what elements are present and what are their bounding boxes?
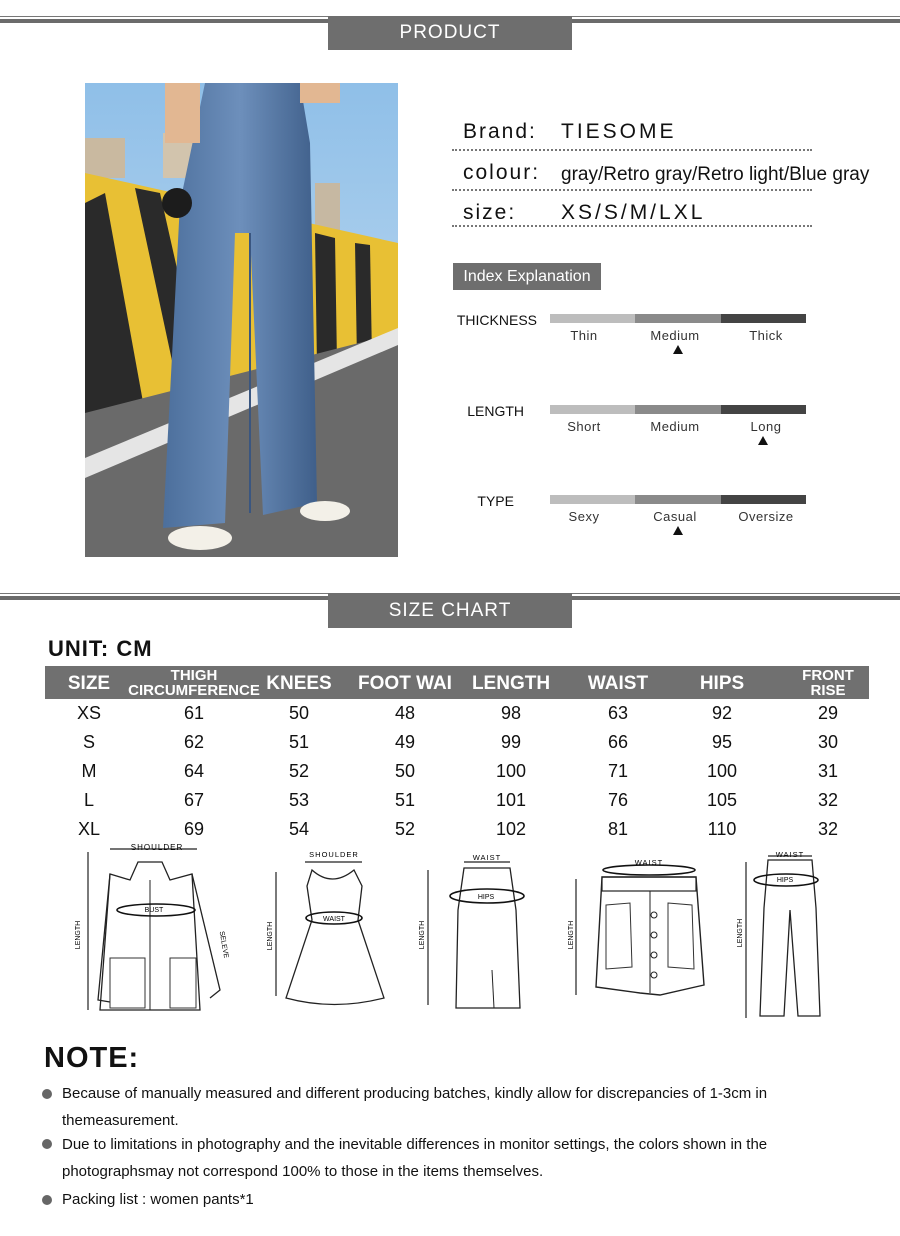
measurement-cell: 99 <box>500 732 522 752</box>
diagram-label: WAIST <box>775 850 805 859</box>
shorts-diagram <box>562 855 722 1005</box>
scale-segment <box>635 495 721 504</box>
column-header: KNEES <box>266 673 332 694</box>
measurement-cell: 31 <box>817 761 839 781</box>
size-cell: L <box>83 790 94 810</box>
diagram-label: SELEVE <box>217 930 230 959</box>
skirt-diagram <box>412 850 532 1015</box>
pants-diagram <box>728 848 828 1023</box>
index-explanation-title: Index Explanation <box>453 263 601 290</box>
size-cell: S <box>82 732 95 752</box>
diagram-label: LENGTH <box>568 920 575 950</box>
length-label: LENGTH <box>467 403 524 419</box>
diagram-label: WAIST <box>634 858 664 867</box>
scale-segment <box>721 405 806 414</box>
scale-option: Thick <box>749 328 783 343</box>
column-header: WAIST <box>587 673 649 694</box>
diagram-label: HIPS <box>477 894 495 901</box>
measurement-cell: 101 <box>495 790 527 810</box>
scale-segment <box>550 495 635 504</box>
measurement-cell: 92 <box>711 703 733 723</box>
thickness-label: THICKNESS <box>456 312 537 328</box>
note-title: NOTE: <box>44 1042 140 1074</box>
measurement-cell: 81 <box>607 819 629 839</box>
product-photo <box>85 83 398 557</box>
divider <box>452 225 812 227</box>
measurement-cell: 50 <box>394 761 416 781</box>
scale-option: Medium <box>650 419 700 434</box>
diagram-label: SHOULDER <box>130 843 184 852</box>
measurement-cell: 76 <box>607 790 629 810</box>
size-cell: XL <box>77 819 101 839</box>
diagram-label: WAIST <box>472 853 502 862</box>
type-label: TYPE <box>477 493 514 509</box>
brand-value: TIESOME <box>561 120 677 143</box>
diagram-label: HIPS <box>776 877 794 884</box>
scale-option: Medium <box>650 328 700 343</box>
colour-label: colour: <box>463 161 541 184</box>
divider <box>452 149 812 151</box>
measurement-cell: 100 <box>706 761 738 781</box>
size-value: XS/S/M/LXL <box>561 201 706 224</box>
measurement-cell: 52 <box>288 761 310 781</box>
size-label: size: <box>463 201 517 224</box>
measurement-cell: 66 <box>607 732 629 752</box>
unit-label: UNIT: CM <box>48 636 153 661</box>
bullet-icon <box>42 1139 52 1149</box>
scale-option: Casual <box>653 509 697 524</box>
scale-option: Oversize <box>738 509 794 524</box>
measurement-cell: 29 <box>817 703 839 723</box>
measurement-cell: 64 <box>183 761 205 781</box>
measurement-cell: 61 <box>183 703 205 723</box>
scale-option: Short <box>567 419 601 434</box>
scale-option: Sexy <box>568 509 600 524</box>
measurement-cell: 69 <box>183 819 205 839</box>
diagram-label: LENGTH <box>75 920 82 950</box>
shirt-diagram <box>70 840 240 1018</box>
measurement-cell: 51 <box>288 732 310 752</box>
measurement-cell: 110 <box>707 819 737 839</box>
diagram-label: LENGTH <box>267 921 274 951</box>
diagram-label: BUST <box>144 907 164 914</box>
scale-option: Thin <box>570 328 598 343</box>
column-header: SIZE <box>67 673 111 694</box>
colour-value: gray/Retro gray/Retro light/Blue gray <box>561 164 870 185</box>
diagram-label: WAIST <box>323 916 345 923</box>
dress-diagram <box>262 846 392 1011</box>
measurement-cell: 67 <box>183 790 205 810</box>
measurement-cell: 63 <box>607 703 629 723</box>
scale-segment <box>635 314 721 323</box>
size-cell: XS <box>76 703 101 723</box>
measurement-cell: 54 <box>288 819 310 839</box>
column-header: LENGTH <box>471 673 551 694</box>
measurement-cell: 50 <box>288 703 310 723</box>
measurement-cell: 105 <box>706 790 738 810</box>
diagram-label: LENGTH <box>419 920 426 950</box>
column-header: FOOT WAI <box>358 673 452 694</box>
measurement-cell: 51 <box>394 790 416 810</box>
measurement-cell: 32 <box>817 819 839 839</box>
product-info-title: PRODUCT INFORMATION <box>328 16 572 50</box>
scale-segment <box>721 495 806 504</box>
measurement-cell: 52 <box>394 819 416 839</box>
size-cell: M <box>81 761 97 781</box>
scale-segment <box>550 314 635 323</box>
measurement-cell: 98 <box>500 703 522 723</box>
measurement-cell: 30 <box>817 732 839 752</box>
diagram-label: LENGTH <box>737 918 744 948</box>
note-item: Packing list : women pants*1 <box>62 1191 254 1208</box>
selected-marker-icon <box>758 436 768 445</box>
size-chart-title: SIZE CHART <box>328 593 572 628</box>
selected-marker-icon <box>673 526 683 535</box>
measurement-cell: 95 <box>711 732 733 752</box>
measurement-cell: 48 <box>394 703 416 723</box>
measurement-cell: 49 <box>394 732 416 752</box>
scale-option: Long <box>750 419 782 434</box>
column-header: THIGH CIRCUMFERENCE <box>128 667 260 699</box>
divider <box>452 189 812 191</box>
scale-segment <box>550 405 635 414</box>
selected-marker-icon <box>673 345 683 354</box>
measurement-cell: 53 <box>288 790 310 810</box>
brand-label: Brand: <box>463 120 537 143</box>
measurement-cell: 62 <box>183 732 205 752</box>
measurement-cell: 71 <box>607 761 629 781</box>
measurement-cell: 102 <box>495 819 527 839</box>
bullet-icon <box>42 1195 52 1205</box>
note-item: Because of manually measured and different producing batches, kindly allow for discrepancies of 1-3cm in themeasurement. <box>62 1085 768 1129</box>
measurement-cell: 100 <box>495 761 527 781</box>
note-item: Due to limitations in photography and the inevitable differences in monitor settings, the colors shown in the photographsmay not correspond 100% to those in the items themselves. <box>62 1136 768 1180</box>
scale-segment <box>635 405 721 414</box>
diagram-label: SHOULDER <box>309 850 359 859</box>
measurement-cell: 32 <box>817 790 839 810</box>
scale-segment <box>721 314 806 323</box>
column-header: HIPS <box>699 673 745 694</box>
column-header: FRONT RISE <box>802 667 854 699</box>
bullet-icon <box>42 1089 52 1099</box>
